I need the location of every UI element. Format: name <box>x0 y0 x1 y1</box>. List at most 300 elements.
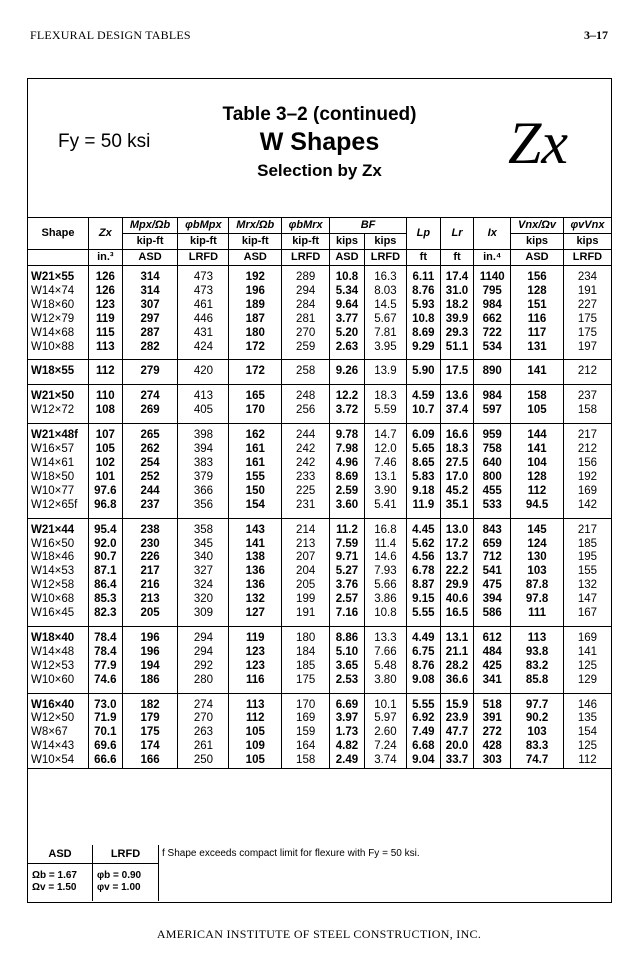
value-cell: 11.4 <box>364 538 406 552</box>
value-cell: 13.9 <box>364 360 406 385</box>
shape-cell: W14×61 <box>28 457 89 471</box>
value-cell: 214 <box>282 518 330 537</box>
table-row <box>28 712 612 726</box>
shape-cell: W21×55 <box>28 266 89 285</box>
col-ix: Ix <box>474 218 511 250</box>
value-cell: 194 <box>122 660 178 674</box>
value-cell: 213 <box>282 538 330 552</box>
value-cell: 69.6 <box>89 740 123 754</box>
value-cell: 250 <box>178 754 229 768</box>
shape-cell: W21×50 <box>28 385 89 404</box>
table-row <box>28 754 612 768</box>
value-cell: 101 <box>89 471 123 485</box>
value-cell: 314 <box>122 285 178 299</box>
value-cell: 12.2 <box>330 385 365 404</box>
value-cell: 5.48 <box>364 660 406 674</box>
value-cell: 87.8 <box>511 579 564 593</box>
value-cell: 11.9 <box>407 499 441 518</box>
value-cell: 383 <box>178 457 229 471</box>
value-cell: 5.67 <box>364 313 406 327</box>
value-cell: 172 <box>229 360 282 385</box>
value-cell: 207 <box>282 551 330 565</box>
table-row <box>28 404 612 423</box>
value-cell: 303 <box>474 754 511 768</box>
col-shape: Shape <box>28 218 89 250</box>
value-cell: 16.8 <box>364 518 406 537</box>
value-cell: 164 <box>282 740 330 754</box>
value-cell: 17.0 <box>440 471 474 485</box>
value-cell: 4.96 <box>330 457 365 471</box>
value-cell: 71.9 <box>89 712 123 726</box>
value-cell: 95.4 <box>89 518 123 537</box>
value-cell: 10.1 <box>364 693 406 712</box>
value-cell: 138 <box>229 551 282 565</box>
value-cell: 6.69 <box>330 693 365 712</box>
value-cell: 161 <box>229 457 282 471</box>
value-cell: 7.49 <box>407 726 441 740</box>
col-vnx-lrfd: φvVnx <box>563 218 611 234</box>
value-cell: 14.6 <box>364 551 406 565</box>
value-cell: 420 <box>178 360 229 385</box>
value-cell: 8.03 <box>364 285 406 299</box>
value-cell: 597 <box>474 404 511 423</box>
value-cell: 294 <box>178 646 229 660</box>
value-cell: 7.81 <box>364 327 406 341</box>
value-cell: 274 <box>178 693 229 712</box>
value-cell: 13.6 <box>440 385 474 404</box>
value-cell: 294 <box>178 626 229 645</box>
value-cell: 261 <box>178 740 229 754</box>
table-row <box>28 726 612 740</box>
table-row <box>28 285 612 299</box>
table-row <box>28 471 612 485</box>
value-cell: 3.95 <box>364 341 406 360</box>
shape-cell: W18×46 <box>28 551 89 565</box>
value-cell: 104 <box>511 457 564 471</box>
value-cell: 279 <box>122 360 178 385</box>
value-cell: 269 <box>122 404 178 423</box>
table-row <box>28 424 612 443</box>
value-cell: 45.2 <box>440 485 474 499</box>
shape-cell: W18×55 <box>28 360 89 385</box>
value-cell: 132 <box>229 593 282 607</box>
value-cell: 6.09 <box>407 424 441 443</box>
value-cell: 74.6 <box>89 674 123 693</box>
value-cell: 116 <box>229 674 282 693</box>
value-cell: 17.2 <box>440 538 474 552</box>
value-cell: 196 <box>122 626 178 645</box>
value-cell: 16.6 <box>440 424 474 443</box>
value-cell: 73.0 <box>89 693 123 712</box>
value-cell: 274 <box>122 385 178 404</box>
table-row <box>28 693 612 712</box>
value-cell: 90.2 <box>511 712 564 726</box>
value-cell: 890 <box>474 360 511 385</box>
value-cell: 475 <box>474 579 511 593</box>
value-cell: 136 <box>229 579 282 593</box>
value-cell: 6.92 <box>407 712 441 726</box>
value-cell: 6.68 <box>407 740 441 754</box>
value-cell: 722 <box>474 327 511 341</box>
value-cell: 172 <box>229 341 282 360</box>
value-cell: 119 <box>89 313 123 327</box>
footer-area <box>28 845 611 902</box>
value-cell: 205 <box>122 607 178 626</box>
value-cell: 180 <box>229 327 282 341</box>
lrfd-header: LRFD <box>93 845 159 864</box>
value-cell: 40.6 <box>440 593 474 607</box>
value-cell: 424 <box>178 341 229 360</box>
value-cell: 155 <box>563 565 611 579</box>
value-cell: 146 <box>563 693 611 712</box>
value-cell: 74.7 <box>511 754 564 768</box>
table-row <box>28 499 612 518</box>
value-cell: 141 <box>511 360 564 385</box>
value-cell: 9.04 <box>407 754 441 768</box>
value-cell: 8.65 <box>407 457 441 471</box>
value-cell: 112 <box>89 360 123 385</box>
value-cell: 242 <box>282 457 330 471</box>
shape-cell: W14×53 <box>28 565 89 579</box>
value-cell: 51.1 <box>440 341 474 360</box>
value-cell: 12.0 <box>364 443 406 457</box>
value-cell: 156 <box>563 457 611 471</box>
value-cell: 8.87 <box>407 579 441 593</box>
table-row <box>28 266 612 285</box>
value-cell: 191 <box>282 607 330 626</box>
value-cell: 379 <box>178 471 229 485</box>
shape-cell: W10×88 <box>28 341 89 360</box>
value-cell: 5.55 <box>407 607 441 626</box>
value-cell: 147 <box>563 593 611 607</box>
value-cell: 662 <box>474 313 511 327</box>
footnote: f Shape exceeds compact limit for flexure with Fy = 50 ksi. <box>162 848 420 859</box>
value-cell: 175 <box>563 327 611 341</box>
yield-stress-label: Fy = 50 ksi <box>58 131 151 152</box>
value-cell: 186 <box>122 674 178 693</box>
value-cell: 136 <box>229 565 282 579</box>
value-cell: 18.2 <box>440 299 474 313</box>
unit-cell: in.³ <box>89 250 123 266</box>
col-bf: BF <box>330 218 407 234</box>
value-cell: 189 <box>229 299 282 313</box>
value-cell: 124 <box>511 538 564 552</box>
value-cell: 270 <box>282 327 330 341</box>
value-cell: 712 <box>474 551 511 565</box>
value-cell: 13.0 <box>440 518 474 537</box>
omega-v: Ωv = 1.50 <box>32 882 77 893</box>
value-cell: 107 <box>89 424 123 443</box>
table-row <box>28 443 612 457</box>
value-cell: 959 <box>474 424 511 443</box>
value-cell: 5.93 <box>407 299 441 313</box>
omega-b: Ωb = 1.67 <box>32 870 77 881</box>
value-cell: 212 <box>563 360 611 385</box>
value-cell: 640 <box>474 457 511 471</box>
value-cell: 150 <box>229 485 282 499</box>
value-cell: 213 <box>122 593 178 607</box>
value-cell: 36.6 <box>440 674 474 693</box>
value-cell: 8.69 <box>330 471 365 485</box>
value-cell: 484 <box>474 646 511 660</box>
value-cell: 191 <box>563 285 611 299</box>
shape-cell: W10×60 <box>28 674 89 693</box>
table-number: Table 3–2 (continued) <box>222 104 417 125</box>
value-cell: 5.65 <box>407 443 441 457</box>
unit-cell: kip-ft <box>282 234 330 250</box>
col-zx: Zx <box>89 218 123 250</box>
value-cell: 141 <box>511 443 564 457</box>
value-cell: 320 <box>178 593 229 607</box>
table-row <box>28 551 612 565</box>
table-row <box>28 674 612 693</box>
value-cell: 226 <box>122 551 178 565</box>
shape-cell: W18×40 <box>28 626 89 645</box>
value-cell: 3.74 <box>364 754 406 768</box>
table-row <box>28 518 612 537</box>
value-cell: 161 <box>229 443 282 457</box>
value-cell: 5.34 <box>330 285 365 299</box>
value-cell: 297 <box>122 313 178 327</box>
unit-cell: kip-ft <box>122 234 178 250</box>
shape-cell: W14×43 <box>28 740 89 754</box>
value-cell: 5.90 <box>407 360 441 385</box>
value-cell: 143 <box>229 518 282 537</box>
value-cell: 180 <box>282 626 330 645</box>
shape-cell: W8×67 <box>28 726 89 740</box>
value-cell: 128 <box>511 471 564 485</box>
phi-b: φb = 0.90 <box>97 870 142 881</box>
unit-cell: kips <box>330 234 365 250</box>
value-cell: 238 <box>122 518 178 537</box>
value-cell: 7.16 <box>330 607 365 626</box>
shape-cell: W21×44 <box>28 518 89 537</box>
value-cell: 86.4 <box>89 579 123 593</box>
col-vnx-asd: Vnx/Ωv <box>511 218 564 234</box>
value-cell: 113 <box>89 341 123 360</box>
value-cell: 205 <box>282 579 330 593</box>
value-cell: 8.69 <box>407 327 441 341</box>
value-cell: 103 <box>511 565 564 579</box>
value-cell: 127 <box>229 607 282 626</box>
value-cell: 2.53 <box>330 674 365 693</box>
value-cell: 108 <box>89 404 123 423</box>
unit-cell: kip-ft <box>229 234 282 250</box>
value-cell: 35.1 <box>440 499 474 518</box>
value-cell: 14.7 <box>364 424 406 443</box>
value-cell: 9.18 <box>407 485 441 499</box>
value-cell: 154 <box>563 726 611 740</box>
col-lr: Lr <box>440 218 474 250</box>
value-cell: 431 <box>178 327 229 341</box>
unit-cell: ASD <box>122 250 178 266</box>
value-cell: 82.3 <box>89 607 123 626</box>
value-cell: 287 <box>122 327 178 341</box>
shape-cell: W16×45 <box>28 607 89 626</box>
value-cell: 391 <box>474 712 511 726</box>
shape-cell: W12×79 <box>28 313 89 327</box>
value-cell: 1.73 <box>330 726 365 740</box>
value-cell: 394 <box>474 593 511 607</box>
value-cell: 281 <box>282 313 330 327</box>
value-cell: 398 <box>178 424 229 443</box>
page-footer: AMERICAN INSTITUTE OF STEEL CONSTRUCTION, INC. <box>156 927 482 941</box>
value-cell: 21.1 <box>440 646 474 660</box>
value-cell: 225 <box>282 485 330 499</box>
value-cell: 141 <box>563 646 611 660</box>
value-cell: 237 <box>122 499 178 518</box>
title-area <box>28 79 611 215</box>
value-cell: 227 <box>563 299 611 313</box>
value-cell: 195 <box>563 551 611 565</box>
col-mrx-lrfd: φbMrx <box>282 218 330 234</box>
value-cell: 8.76 <box>407 285 441 299</box>
value-cell: 184 <box>282 646 330 660</box>
value-cell: 3.90 <box>364 485 406 499</box>
value-cell: 66.6 <box>89 754 123 768</box>
value-cell: 5.20 <box>330 327 365 341</box>
value-cell: 9.78 <box>330 424 365 443</box>
value-cell: 151 <box>511 299 564 313</box>
value-cell: 3.77 <box>330 313 365 327</box>
value-cell: 533 <box>474 499 511 518</box>
value-cell: 356 <box>178 499 229 518</box>
table-row <box>28 740 612 754</box>
value-cell: 800 <box>474 471 511 485</box>
table-row <box>28 485 612 499</box>
value-cell: 9.71 <box>330 551 365 565</box>
value-cell: 115 <box>89 327 123 341</box>
shape-cell: W16×57 <box>28 443 89 457</box>
value-cell: 174 <box>122 740 178 754</box>
value-cell: 217 <box>122 565 178 579</box>
value-cell: 27.5 <box>440 457 474 471</box>
shape-cell: W16×50 <box>28 538 89 552</box>
value-cell: 112 <box>511 485 564 499</box>
value-cell: 237 <box>563 385 611 404</box>
value-cell: 1140 <box>474 266 511 285</box>
value-cell: 984 <box>474 385 511 404</box>
value-cell: 162 <box>229 424 282 443</box>
table-row <box>28 646 612 660</box>
unit-cell: LRFD <box>563 250 611 266</box>
value-cell: 170 <box>229 404 282 423</box>
value-cell: 97.8 <box>511 593 564 607</box>
value-cell: 10.8 <box>407 313 441 327</box>
value-cell: 425 <box>474 660 511 674</box>
value-cell: 3.86 <box>364 593 406 607</box>
shape-cell: W21×48f <box>28 424 89 443</box>
table-row <box>28 607 612 626</box>
value-cell: 10.8 <box>330 266 365 285</box>
value-cell: 413 <box>178 385 229 404</box>
unit-cell: LRFD <box>178 250 229 266</box>
value-cell: 263 <box>178 726 229 740</box>
value-cell: 294 <box>282 285 330 299</box>
value-cell: 97.6 <box>89 485 123 499</box>
value-cell: 10.7 <box>407 404 441 423</box>
table-row <box>28 360 612 385</box>
value-cell: 405 <box>178 404 229 423</box>
value-cell: 175 <box>563 313 611 327</box>
value-cell: 77.9 <box>89 660 123 674</box>
value-cell: 111 <box>511 607 564 626</box>
value-cell: 212 <box>563 443 611 457</box>
value-cell: 7.93 <box>364 565 406 579</box>
shape-cell: W10×54 <box>28 754 89 768</box>
value-cell: 5.83 <box>407 471 441 485</box>
value-cell: 31.0 <box>440 285 474 299</box>
value-cell: 9.26 <box>330 360 365 385</box>
value-cell: 270 <box>178 712 229 726</box>
value-cell: 197 <box>563 341 611 360</box>
value-cell: 518 <box>474 693 511 712</box>
value-cell: 289 <box>282 266 330 285</box>
value-cell: 231 <box>282 499 330 518</box>
value-cell: 659 <box>474 538 511 552</box>
value-cell: 5.62 <box>407 538 441 552</box>
value-cell: 262 <box>122 443 178 457</box>
value-cell: 13.1 <box>440 626 474 645</box>
value-cell: 7.46 <box>364 457 406 471</box>
value-cell: 282 <box>122 341 178 360</box>
value-cell: 185 <box>282 660 330 674</box>
value-cell: 5.55 <box>407 693 441 712</box>
value-cell: 16.3 <box>364 266 406 285</box>
value-cell: 4.56 <box>407 551 441 565</box>
value-cell: 18.3 <box>440 443 474 457</box>
unit-cell: ft <box>407 250 441 266</box>
value-cell: 130 <box>511 551 564 565</box>
value-cell: 90.7 <box>89 551 123 565</box>
value-cell: 156 <box>511 266 564 285</box>
value-cell: 20.0 <box>440 740 474 754</box>
unit-cell: kips <box>364 234 406 250</box>
value-cell: 248 <box>282 385 330 404</box>
shape-cell: W16×40 <box>28 693 89 712</box>
col-mpx-asd: Mpx/Ωb <box>122 218 178 234</box>
value-cell: 158 <box>563 404 611 423</box>
value-cell: 182 <box>122 693 178 712</box>
table-row <box>28 385 612 404</box>
value-cell: 192 <box>563 471 611 485</box>
value-cell: 83.2 <box>511 660 564 674</box>
lrfd-factors <box>93 864 159 901</box>
value-cell: 39.9 <box>440 313 474 327</box>
value-cell: 4.49 <box>407 626 441 645</box>
shape-cell: W14×68 <box>28 327 89 341</box>
value-cell: 5.59 <box>364 404 406 423</box>
shape-cell: W18×60 <box>28 299 89 313</box>
shape-cell: W12×72 <box>28 404 89 423</box>
value-cell: 216 <box>122 579 178 593</box>
unit-cell: ASD <box>229 250 282 266</box>
value-cell: 252 <box>122 471 178 485</box>
value-cell: 13.7 <box>440 551 474 565</box>
value-cell: 394 <box>178 443 229 457</box>
value-cell: 128 <box>511 285 564 299</box>
value-cell: 123 <box>229 646 282 660</box>
value-cell: 105 <box>511 404 564 423</box>
value-cell: 17.4 <box>440 266 474 285</box>
table-row <box>28 341 612 360</box>
table-subtitle: Selection by Zx <box>257 161 382 180</box>
value-cell: 204 <box>282 565 330 579</box>
value-cell: 5.27 <box>330 565 365 579</box>
value-cell: 102 <box>89 457 123 471</box>
value-cell: 366 <box>178 485 229 499</box>
value-cell: 244 <box>122 485 178 499</box>
